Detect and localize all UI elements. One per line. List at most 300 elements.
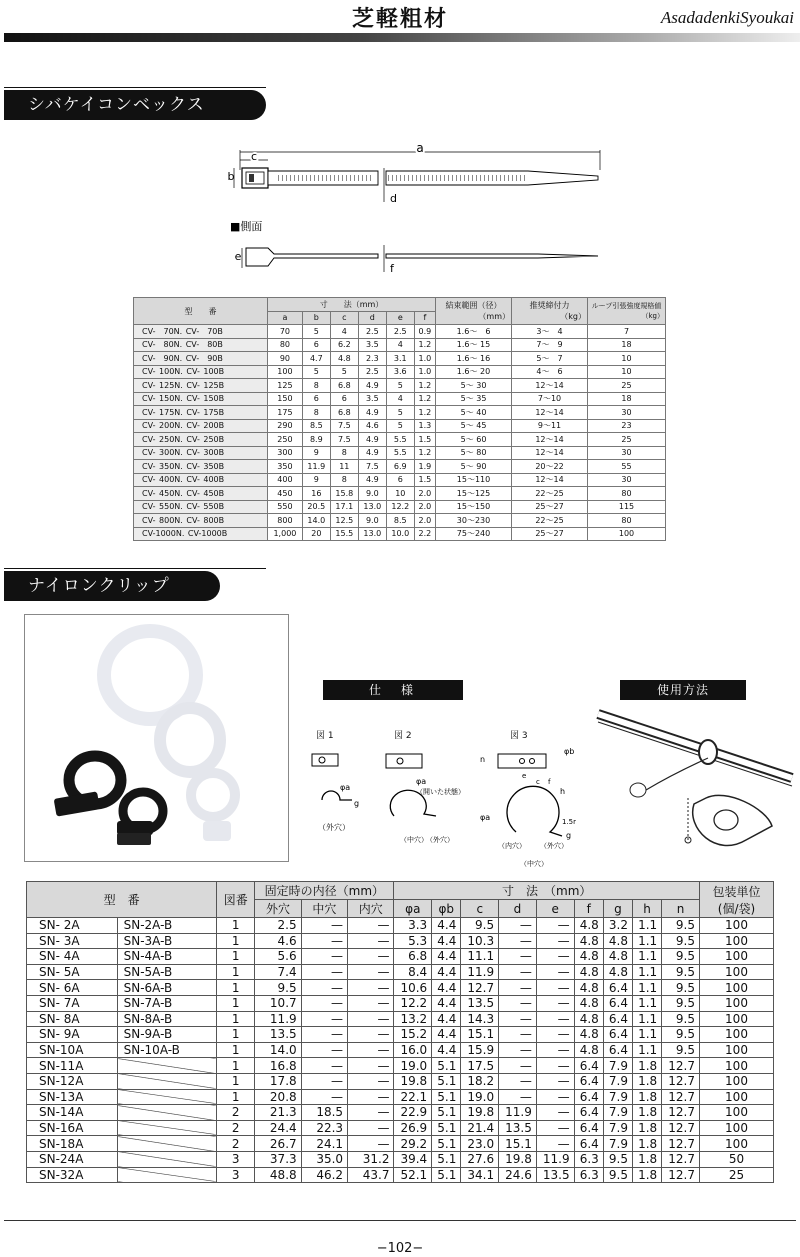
cell-e: 11.9 [536, 1151, 574, 1167]
cell-a: 10.6 [394, 980, 432, 996]
cell-force: 12～14 [512, 433, 588, 447]
col-loop: ループ引張強度規格値 （kg） [588, 298, 666, 325]
cell-fig: 1 [217, 964, 255, 980]
cell-n: 12.7 [662, 1105, 700, 1121]
cell-e: — [536, 1136, 574, 1152]
cell-model-b [117, 1058, 217, 1074]
cell-n: 9.5 [662, 1027, 700, 1043]
cell-o: 20.8 [255, 1089, 301, 1105]
table-row [134, 527, 666, 541]
cell-loop: 80 [588, 487, 666, 501]
cell-c: 17.5 [461, 1058, 499, 1074]
cell-h: 1.1 [633, 980, 662, 996]
cell-f: 1.0 [414, 365, 435, 379]
cell-a: 15.2 [394, 1027, 432, 1043]
cell-n: 9.5 [662, 918, 700, 934]
cell-d: 4.6 [358, 419, 386, 433]
cell-force: 5～ 7 [512, 352, 588, 366]
cell-in: — [348, 1011, 394, 1027]
cell-pack: 100 [700, 1027, 774, 1043]
cell-range: 1.6～ 15 [436, 338, 512, 352]
fig1-g: g [354, 799, 360, 808]
cell-f: 1.2 [414, 379, 435, 393]
cell-model-b: SN-5A-B [117, 964, 217, 980]
cell-fig: 1 [217, 1011, 255, 1027]
table-row [134, 406, 666, 420]
cell-c: 12.5 [330, 514, 358, 528]
section-nylon-clip: ナイロンクリップ [4, 571, 220, 601]
cell-e: 4 [386, 392, 414, 406]
cell-mi: 18.5 [301, 1105, 347, 1121]
cell-f: 4.8 [574, 1042, 603, 1058]
cell-a: 70 [268, 325, 303, 339]
fig3-h: h [560, 787, 566, 796]
cell-f: 2.0 [414, 514, 435, 528]
cell-pack: 100 [700, 1042, 774, 1058]
cell-a: 13.2 [394, 1011, 432, 1027]
cell-model-b [117, 1089, 217, 1105]
cable-tie-diagram [228, 140, 618, 290]
cell-e: 3.6 [386, 365, 414, 379]
cell-mi: — [301, 1073, 347, 1089]
cell-g: 7.9 [603, 1089, 632, 1105]
cell-force: 9～11 [512, 419, 588, 433]
cell-f: 4.8 [574, 1011, 603, 1027]
cell-d: — [499, 1089, 537, 1105]
cell-a: 400 [268, 473, 303, 487]
col-middle: 中穴 [301, 900, 347, 918]
cell-a: 39.4 [394, 1151, 432, 1167]
cell-b: 8.9 [302, 433, 330, 447]
cell-fig: 1 [217, 995, 255, 1011]
cell-model-b: SN-6A-B [117, 980, 217, 996]
fig3-f: f [548, 778, 551, 786]
cell-e: — [536, 964, 574, 980]
cell-mi: — [301, 1089, 347, 1105]
cell-g: 6.4 [603, 1027, 632, 1043]
cell-h: 1.8 [633, 1089, 662, 1105]
cell-b: 8 [302, 406, 330, 420]
cell-in: — [348, 1058, 394, 1074]
cell-h: 1.8 [633, 1136, 662, 1152]
cell-e: — [536, 1042, 574, 1058]
fig3-g: g [566, 831, 572, 840]
dim-c-label: c [250, 150, 258, 163]
table-row [27, 964, 774, 980]
cell-n: 9.5 [662, 1011, 700, 1027]
cell-in: — [348, 918, 394, 934]
cell-b: 5.1 [432, 1105, 461, 1121]
cell-force: 3～ 4 [512, 325, 588, 339]
cell-model: SN-10A [27, 1042, 118, 1058]
cell-mi: 35.0 [301, 1151, 347, 1167]
cell-d: — [499, 949, 537, 965]
cell-mi: — [301, 995, 347, 1011]
cell-range: 5～ 80 [436, 446, 512, 460]
col-dim-8: n [662, 900, 700, 918]
cell-o: 10.7 [255, 995, 301, 1011]
cell-h: 1.1 [633, 918, 662, 934]
cell-a: 26.9 [394, 1120, 432, 1136]
cell-e: 5 [386, 419, 414, 433]
cell-loop: 80 [588, 514, 666, 528]
cell-b: 4.4 [432, 918, 461, 934]
cell-a: 290 [268, 419, 303, 433]
col-dim-2: c [461, 900, 499, 918]
fig1-outer: （外穴） [318, 823, 350, 832]
cell-model: CV- 800N. CV- 800B [134, 514, 268, 528]
cell-pack: 100 [700, 1136, 774, 1152]
fig3-inner: （内穴） [498, 842, 526, 850]
cell-b: 4.4 [432, 949, 461, 965]
fig3-e: e [522, 772, 527, 780]
cell-n: 9.5 [662, 964, 700, 980]
col-dim-b: b [302, 311, 330, 325]
cell-model: SN- 4A [27, 949, 118, 965]
col-model: 型 番 [27, 882, 217, 918]
col-fig: 図番 [217, 882, 255, 918]
cell-a: 5.3 [394, 933, 432, 949]
cell-n: 12.7 [662, 1058, 700, 1074]
cell-d: 19.8 [499, 1151, 537, 1167]
cell-f: 6.4 [574, 1089, 603, 1105]
table-row [134, 325, 666, 339]
cell-in: — [348, 949, 394, 965]
cell-fig: 1 [217, 933, 255, 949]
cell-model-b: SN-8A-B [117, 1011, 217, 1027]
cell-n: 12.7 [662, 1136, 700, 1152]
cell-range: 5～ 35 [436, 392, 512, 406]
cell-c: 10.3 [461, 933, 499, 949]
col-bundle-range: 結束範囲（径） （mm） [436, 298, 512, 325]
cell-f: 1.9 [414, 460, 435, 474]
cell-model: CV- 550N. CV- 550B [134, 500, 268, 514]
table-row [27, 1151, 774, 1167]
cell-in: — [348, 933, 394, 949]
cell-d: 7.5 [358, 460, 386, 474]
cell-range: 5～ 60 [436, 433, 512, 447]
cell-in: — [348, 980, 394, 996]
cell-g: 6.4 [603, 980, 632, 996]
cell-force: 22～25 [512, 514, 588, 528]
cell-b: 4.4 [432, 1027, 461, 1043]
cell-g: 6.4 [603, 995, 632, 1011]
cell-e: 12.2 [386, 500, 414, 514]
cell-f: 1.2 [414, 338, 435, 352]
dim-b-label: b [228, 170, 235, 183]
page-number: −102− [376, 1241, 424, 1256]
cell-f: 4.8 [574, 980, 603, 996]
cell-model: SN-32A [27, 1167, 118, 1183]
cell-f: 2.0 [414, 500, 435, 514]
cell-loop: 115 [588, 500, 666, 514]
cell-c: 19.0 [461, 1089, 499, 1105]
dim-d-label: d [390, 192, 397, 205]
cell-b: 14.0 [302, 514, 330, 528]
cell-o: 21.3 [255, 1105, 301, 1121]
cell-mi: 24.1 [301, 1136, 347, 1152]
cell-e: — [536, 1027, 574, 1043]
cell-d: — [499, 1073, 537, 1089]
col-dim-d: d [358, 311, 386, 325]
cell-e: 8.5 [386, 514, 414, 528]
cell-e: 6 [386, 473, 414, 487]
cell-f: 4.8 [574, 933, 603, 949]
cell-c: 7.5 [330, 419, 358, 433]
cell-d: 4.9 [358, 446, 386, 460]
col-dims: 寸 法（mm） [268, 298, 436, 312]
cell-in: — [348, 995, 394, 1011]
cell-b: 6 [302, 392, 330, 406]
cell-h: 1.8 [633, 1073, 662, 1089]
cell-b: 4.4 [432, 980, 461, 996]
cell-c: 12.7 [461, 980, 499, 996]
cell-loop: 10 [588, 352, 666, 366]
fig2-label: 図 2 [394, 731, 412, 741]
cell-a: 550 [268, 500, 303, 514]
fig3-outer: （外穴） [540, 842, 568, 850]
usage-illustration [596, 708, 796, 858]
cell-b: 5 [302, 365, 330, 379]
cell-model: SN-11A [27, 1058, 118, 1074]
cell-force: 7～10 [512, 392, 588, 406]
cell-e: — [536, 933, 574, 949]
cell-g: 7.9 [603, 1105, 632, 1121]
cell-b: 4.4 [432, 995, 461, 1011]
cell-d: 9.0 [358, 487, 386, 501]
cell-in: — [348, 964, 394, 980]
cell-o: 4.6 [255, 933, 301, 949]
cell-model-b [117, 1151, 217, 1167]
cell-b: 11.9 [302, 460, 330, 474]
cell-d: — [499, 1011, 537, 1027]
cell-pack: 50 [700, 1151, 774, 1167]
fig3-c: c [536, 778, 540, 786]
cell-range: 5～ 45 [436, 419, 512, 433]
cell-fig: 3 [217, 1167, 255, 1183]
cell-d: — [499, 980, 537, 996]
cell-a: 150 [268, 392, 303, 406]
cell-a: 3.3 [394, 918, 432, 934]
cell-h: 1.1 [633, 1042, 662, 1058]
cell-n: 12.7 [662, 1151, 700, 1167]
cell-o: 13.5 [255, 1027, 301, 1043]
cell-b: 5.1 [432, 1089, 461, 1105]
cell-o: 9.5 [255, 980, 301, 996]
table-row [27, 1027, 774, 1043]
cell-force: 12～14 [512, 446, 588, 460]
cell-e: — [536, 949, 574, 965]
footer-line [4, 1220, 796, 1221]
cell-model: CV- 350N. CV- 350B [134, 460, 268, 474]
table-row [27, 1105, 774, 1121]
table-row [134, 433, 666, 447]
nylon-clip-photo [24, 614, 289, 862]
cell-h: 1.1 [633, 1011, 662, 1027]
cell-range: 30～230 [436, 514, 512, 528]
cell-a: 350 [268, 460, 303, 474]
table-row [27, 1058, 774, 1074]
cell-fig: 1 [217, 980, 255, 996]
cell-d: — [499, 918, 537, 934]
cell-model: CV- 400N. CV- 400B [134, 473, 268, 487]
cell-model: SN-13A [27, 1089, 118, 1105]
table-row [27, 1167, 774, 1183]
cell-range: 15～110 [436, 473, 512, 487]
table-row [134, 338, 666, 352]
table-row [134, 473, 666, 487]
cell-d: 15.1 [499, 1136, 537, 1152]
cell-mi: — [301, 1042, 347, 1058]
table-row [134, 487, 666, 501]
cell-h: 1.1 [633, 949, 662, 965]
cell-mi: — [301, 949, 347, 965]
cell-loop: 18 [588, 338, 666, 352]
cell-range: 1.6～ 16 [436, 352, 512, 366]
cell-a: 19.8 [394, 1073, 432, 1089]
cell-c: 19.8 [461, 1105, 499, 1121]
cell-d: 2.5 [358, 365, 386, 379]
cell-b: 5 [302, 325, 330, 339]
cell-b: 5.1 [432, 1058, 461, 1074]
cell-b: 4.4 [432, 1011, 461, 1027]
cell-g: 7.9 [603, 1136, 632, 1152]
cell-model: CV- 90N. CV- 90B [134, 352, 268, 366]
cell-mi: — [301, 918, 347, 934]
cell-c: 8 [330, 446, 358, 460]
cell-f: 1.2 [414, 446, 435, 460]
cell-model: CV-1000N. CV-1000B [134, 527, 268, 541]
cell-d: 13.5 [499, 1120, 537, 1136]
cell-model: SN- 8A [27, 1011, 118, 1027]
cell-f: 4.8 [574, 918, 603, 934]
cell-d: 4.9 [358, 406, 386, 420]
col-dim-5: f [574, 900, 603, 918]
col-model: 型 番 [134, 298, 268, 325]
cell-c: 14.3 [461, 1011, 499, 1027]
cell-range: 5～ 30 [436, 379, 512, 393]
cell-o: 2.5 [255, 918, 301, 934]
cell-range: 15～125 [436, 487, 512, 501]
fig1-label: 図 1 [316, 731, 334, 741]
cell-fig: 1 [217, 1073, 255, 1089]
table-row [134, 514, 666, 528]
cell-o: 48.8 [255, 1167, 301, 1183]
table-row [27, 1073, 774, 1089]
cell-model-b: SN-7A-B [117, 995, 217, 1011]
cell-b: 9 [302, 446, 330, 460]
cell-loop: 25 [588, 433, 666, 447]
cell-f: 4.8 [574, 949, 603, 965]
table-row [134, 365, 666, 379]
cell-d: 4.9 [358, 379, 386, 393]
cell-loop: 25 [588, 379, 666, 393]
cell-a: 100 [268, 365, 303, 379]
cell-fig: 2 [217, 1105, 255, 1121]
cell-g: 7.9 [603, 1120, 632, 1136]
cell-f: 2.0 [414, 487, 435, 501]
cell-f: 1.2 [414, 406, 435, 420]
cell-pack: 100 [700, 1011, 774, 1027]
table-row [134, 392, 666, 406]
cell-g: 3.2 [603, 918, 632, 934]
cell-a: 80 [268, 338, 303, 352]
cell-e: — [536, 1089, 574, 1105]
cell-c: 11.1 [461, 949, 499, 965]
cell-in: — [348, 1042, 394, 1058]
cell-force: 12～14 [512, 379, 588, 393]
cell-mi: 22.3 [301, 1120, 347, 1136]
cell-e: 13.5 [536, 1167, 574, 1183]
cell-model: SN- 3A [27, 933, 118, 949]
cell-fig: 1 [217, 1027, 255, 1043]
cell-a: 19.0 [394, 1058, 432, 1074]
col-outer: 外穴 [255, 900, 301, 918]
clip-figures [300, 738, 600, 873]
cell-pack: 100 [700, 1089, 774, 1105]
cell-loop: 10 [588, 365, 666, 379]
cell-a: 6.8 [394, 949, 432, 965]
cell-a: 12.2 [394, 995, 432, 1011]
cell-model: SN- 9A [27, 1027, 118, 1043]
cell-mi: — [301, 980, 347, 996]
col-inner-dia: 固定時の内径（mm） [255, 882, 394, 900]
cell-mi: — [301, 1011, 347, 1027]
cell-b: 5.1 [432, 1120, 461, 1136]
cell-fig: 1 [217, 1058, 255, 1074]
cell-e: 10.0 [386, 527, 414, 541]
cell-h: 1.8 [633, 1105, 662, 1121]
cell-c: 15.8 [330, 487, 358, 501]
cell-model: SN- 6A [27, 980, 118, 996]
fig3-phi-b: φb [564, 747, 575, 756]
cell-model: CV- 200N. CV- 200B [134, 419, 268, 433]
cell-e: — [536, 918, 574, 934]
table-row [27, 1089, 774, 1105]
cell-b: 20 [302, 527, 330, 541]
cell-c: 13.5 [461, 995, 499, 1011]
section-cable-tie: シバケイコンベックス [4, 90, 266, 120]
cell-c: 4.8 [330, 352, 358, 366]
cell-model-b [117, 1105, 217, 1121]
cell-b: 6 [302, 338, 330, 352]
cell-o: 7.4 [255, 964, 301, 980]
cell-n: 9.5 [662, 949, 700, 965]
cell-in: — [348, 1120, 394, 1136]
cell-h: 1.1 [633, 933, 662, 949]
cell-model: SN-24A [27, 1151, 118, 1167]
cell-pack: 100 [700, 1073, 774, 1089]
cell-model: CV- 70N. CV- 70B [134, 325, 268, 339]
table-row [27, 1136, 774, 1152]
cell-d: — [499, 1042, 537, 1058]
cell-f: 1.2 [414, 392, 435, 406]
cell-c: 6 [330, 392, 358, 406]
cell-g: 9.5 [603, 1151, 632, 1167]
col-pack: 包装単位 (個/袋) [700, 882, 774, 918]
col-dim-c: c [330, 311, 358, 325]
cell-d: 3.5 [358, 338, 386, 352]
cell-f: 2.2 [414, 527, 435, 541]
dim-a-label: a [416, 141, 424, 155]
cell-mi: — [301, 933, 347, 949]
cell-loop: 18 [588, 392, 666, 406]
cell-c: 6.8 [330, 379, 358, 393]
cell-e: — [536, 1011, 574, 1027]
col-dim-0: φa [394, 900, 432, 918]
cell-model: SN-16A [27, 1120, 118, 1136]
cell-in: 31.2 [348, 1151, 394, 1167]
